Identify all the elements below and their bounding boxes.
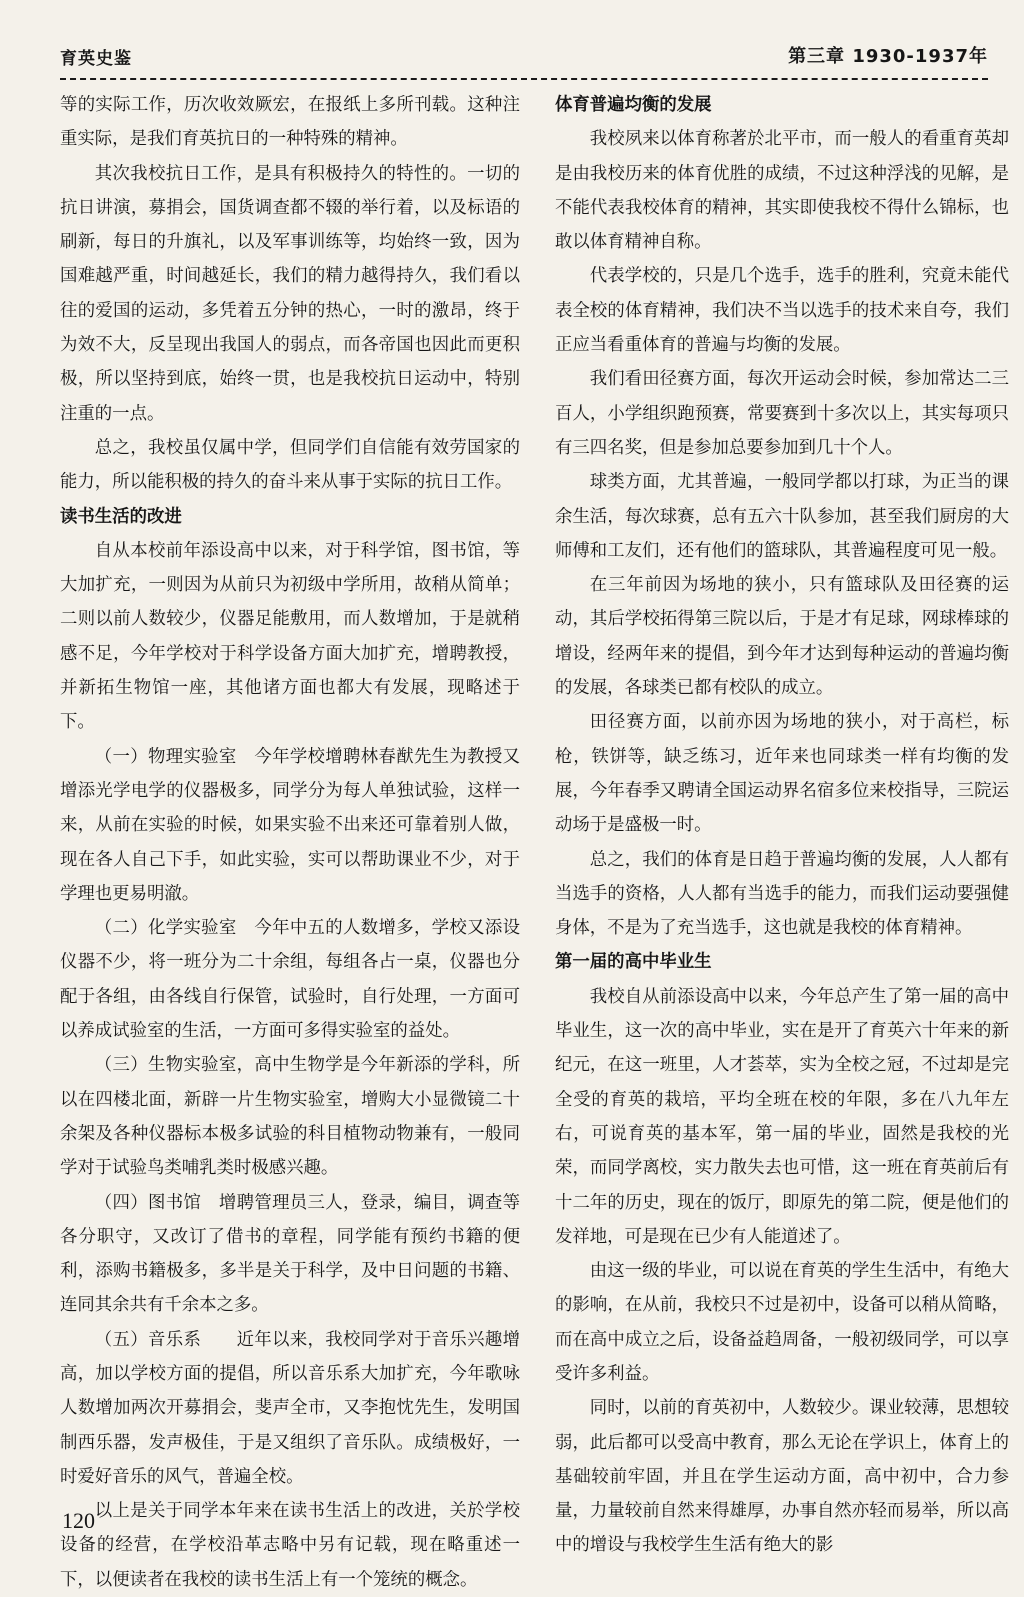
paragraph: 同时，以前的育英初中，人数较少。课业较薄，思想较弱，此后都可以受高中教育，那么无论在学识上，体育上的基础较前牢固，并且在学生运动方面，高中初中，合力参量，力量较前自然来得雄厚，办事自然亦轻而易举，所以高中的增设与我校学生生活有绝大的影: [555, 1398, 1009, 1556]
paragraph: 我校夙来以体育称著於北平市，而一般人的看重育英却是由我校历来的体育优胜的成绩，不过这种浮浅的见解，是不能代表我校体育的精神，其实即使我校不得什么锦标，也敢以体育精神自称。: [555, 129, 1009, 253]
paragraph: 在三年前因为场地的狭小，只有篮球队及田径赛的运动，其后学校拓得第三院以后，于是才有足球，网球棒球的增设，经两年来的提倡，到今年才达到每种运动的普遍均衡的发展，各球类已都有校队的成立。: [555, 575, 1009, 699]
paragraph: 我校自从前添设高中以来，今年总产生了第一届的高中毕业生，这一次的高中毕业，实在是开了育英六十年来的新纪元，在这一班里，人才荟萃，实为全校之冠，不过却是完全受的育英的栽培，平均全班在校的年限，多在八九年左右，可说育英的基本军，第一届的毕业，固然是我校的光荣，而同学离校，实力散失去也可惜，这一班在育英前后有十二年的历史，现在的饭厅，即原先的第二院，便是他们的发祥地，可是现在已少有人能道述了。: [555, 986, 1009, 1247]
section-heading: 体育普遍均衡的发展: [555, 95, 712, 115]
paragraph: 球类方面，尤其普遍，一般同学都以打球，为正当的课余生活，每次球赛，总有五六十队参加，甚至我们厨房的大师傅和工友们，还有他们的篮球队，其普遍程度可见一般。: [555, 472, 1009, 561]
paragraph: （三）生物实验室，高中生物学是今年新添的学科，所以在四楼北面，新辟一片生物实验室，增购大小显微镜二十余架及各种仪器标本极多试验的科目植物动物兼有，一般同学对于试验鸟类哺乳类时极感兴趣。: [60, 1055, 520, 1179]
paragraph: 由这一级的毕业，可以说在育英的学生生活中，有绝大的影响，在从前，我校只不过是初中，设备可以稍从简略，而在高中成立之后，设备益趋周备，一般初级同学，可以享受许多利益。: [555, 1261, 1009, 1384]
left-text-column: [60, 88, 520, 1597]
chapter-title: 第三章 1930-1937年: [780, 42, 988, 68]
section-heading: 读书生活的改进: [60, 506, 182, 527]
paragraph: 等的实际工作，历次收效厥宏，在报纸上多所刊载。这种注重实际，是我们育英抗日的一种特殊的精神。: [60, 95, 520, 150]
paragraph: 自从本校前年添设高中以来，对于科学馆，图书馆，等大加扩充，一则因为从前只为初级中学所用，故稍从简单；二则以前人数较少，仪器足能敷用，而人数增加，于是就稍感不足，今年学校对于科学设备方面大加扩充，增聘教授，并新拓生物馆一座，其他诸方面也都大有发展，现略述于下。: [60, 540, 520, 733]
page-number: 120: [62, 1508, 95, 1533]
paragraph: 代表学校的，只是几个选手，选手的胜利，究竟未能代表全校的体育精神，我们决不当以选手的技术来自夸，我们正应当看重体育的普遍与均衡的发展。: [555, 266, 1009, 356]
paragraph: 以上是关于同学本年来在读书生活上的改进，关於学校设备的经营，在学校沿革志略中另有记载，现在略重述一下，以便读者在我校的读书生活上有一个笼统的概念。: [60, 1501, 520, 1590]
paragraph: 其次我校抗日工作，是具有积极持久的特性的。一切的抗日讲演，募捐会，国货调查都不辍的举行着，以及标语的刷新，每日的升旗礼，以及军事训练等，均始终一致，因为国难越严重，时间越延长，我们的精力越得持久，我们看以往的爱国的运动，多凭着五分钟的热心，一时的激昂，终于为效不大，反呈现出我国人的弱点，而各帝国也因此而更积极，所以坚持到底，始终一贯，也是我校抗日运动中，特别注重的一点。: [60, 163, 520, 424]
book-title: 育英史鉴: [60, 49, 132, 69]
paragraph: （一）物理实验室 今年学校增聘林春猷先生为教授又增添光学电学的仪器极多，同学分为每人单独试验，这样一来，从前在实验的时候，如果实验不出来还可靠着别人做，现在各人自己下手，如此实验，实可以帮助课业不少，对于学理也更易明澈。: [60, 746, 520, 904]
paragraph: 总之，我们的体育是日趋于普遍均衡的发展，人人都有当选手的资格，人人都有当选手的能力，而我们运动要强健身体，不是为了充当选手，这也就是我校的体育精神。: [555, 849, 1009, 939]
paragraph: 总之，我校虽仅属中学，但同学们自信能有效劳国家的能力，所以能积极的持久的奋斗来从事于实际的抗日工作。: [60, 437, 520, 493]
section-heading: 第一届的高中毕业生: [555, 952, 712, 973]
paragraph: 田径赛方面，以前亦因为场地的狭小，对于高栏，标枪，铁饼等，缺乏练习，近年来也同球类一样有均衡的发展，今年春季又聘请全国运动界名宿多位来校指导，三院运动场于是盛极一时。: [555, 712, 1009, 836]
paragraph: （五）音乐系 近年以来，我校同学对于音乐兴趣增高，加以学校方面的提倡，所以音乐系大加扩充，今年歌咏人数增加两次开募捐会，斐声全市，又李抱忱先生，发明国制西乐器，发声极佳，于是又组织了音乐队。成绩极好，一时爱好音乐的风气，普遍全校。: [60, 1329, 520, 1487]
paragraph: （四）图书馆 增聘管理员三人，登录，编目，调查等各分职守，又改订了借书的章程，同学能有预约书籍的便利，添购书籍极多，多半是关于科学，及中日问题的书籍、连同其余共有千余本之多。: [60, 1192, 520, 1316]
paragraph: 我们看田径赛方面，每次开运动会时候，参加常达二三百人，小学组织跑预赛，常要赛到十多次以上，其实每项只有三四名奖，但是参加总要参加到几十个人。: [555, 369, 1009, 458]
running-header: [60, 44, 988, 80]
paragraph: （二）化学实验室 今年中五的人数增多，学校又添设仪器不少，将一班分为二十余组，每组各占一桌，仪器也分配于各组，由各线自行保管，试验时，自行处理，一方面可以养成试验室的生活，一方面可多得实验室的益处。: [60, 918, 520, 1042]
right-text-column: [555, 88, 1009, 1563]
